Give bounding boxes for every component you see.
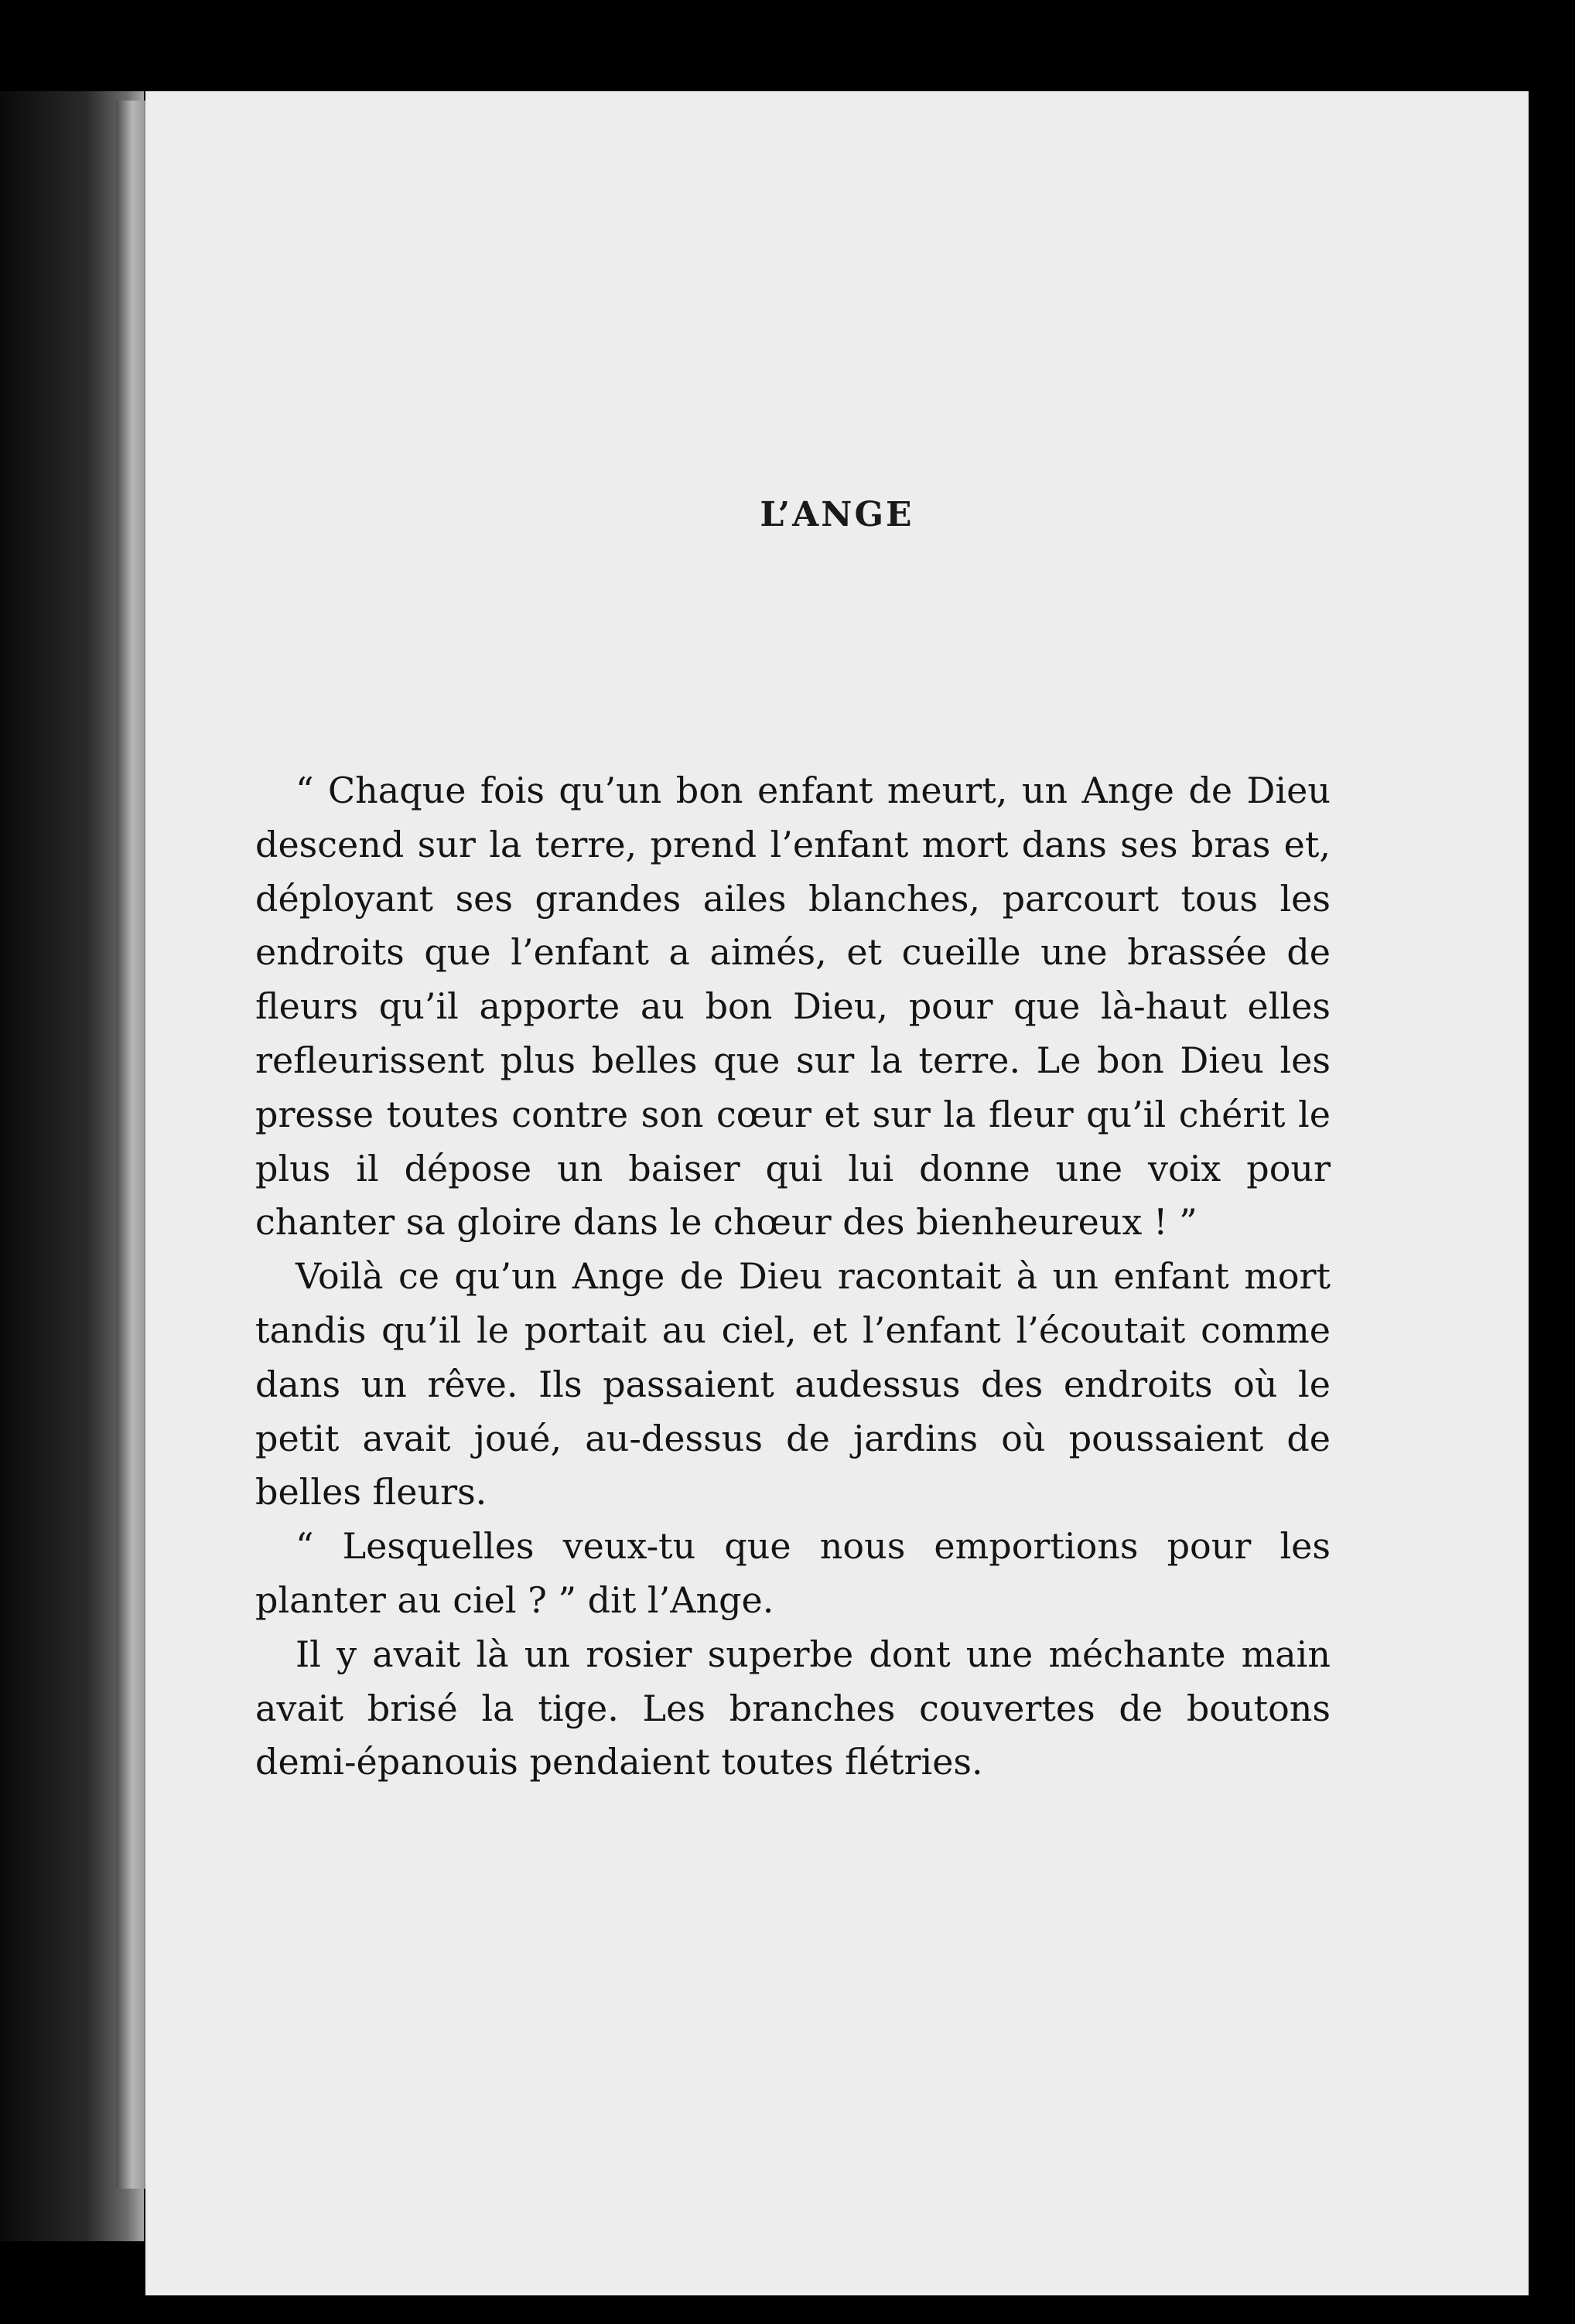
page-title: L’ANGE bbox=[760, 495, 914, 534]
book-page bbox=[145, 91, 1529, 2295]
paragraph-2: Voilà ce qu’un Ange de Dieu racontait à un enfant mort tandis qu’il le portait au ciel, et l’enfant l’écoutait comme dans un rêve. Ils passaient audessus des endroits où le petit avait joué, au-dessus de jardins où poussaient de belles fleurs. bbox=[255, 1255, 1331, 1514]
paragraph-3: “ Lesquelles veux-tu que nous emportions pour les planter au ciel ? ” dit l’Ange. bbox=[255, 1525, 1331, 1621]
paragraph-1: “ Chaque fois qu’un bon enfant meurt, un Ange de Dieu descend sur la terre, prend l’enfant mort dans ses bras et, déployant ses grandes ailes blanches, parcourt tous les endroits que l’enfant a aimés, et cueille une brassée de fleurs qu’il apporte au bon Dieu, pour que là-haut elles refleurissent plus belles que sur la terre. Le bon Dieu les presse toutes contre son cœur et sur la fleur qu’il chérit le plus il dépose un baiser qui lui donne une voix pour chanter sa gloire dans le chœur des bienheureux ! ” bbox=[255, 770, 1331, 1244]
body-text bbox=[255, 764, 1331, 1790]
paragraph-4: Il y avait là un rosier superbe dont une méchante main avait brisé la tige. Les branches couvertes de boutons demi-épanouis pendaient toutes flétries. bbox=[255, 1633, 1331, 1783]
